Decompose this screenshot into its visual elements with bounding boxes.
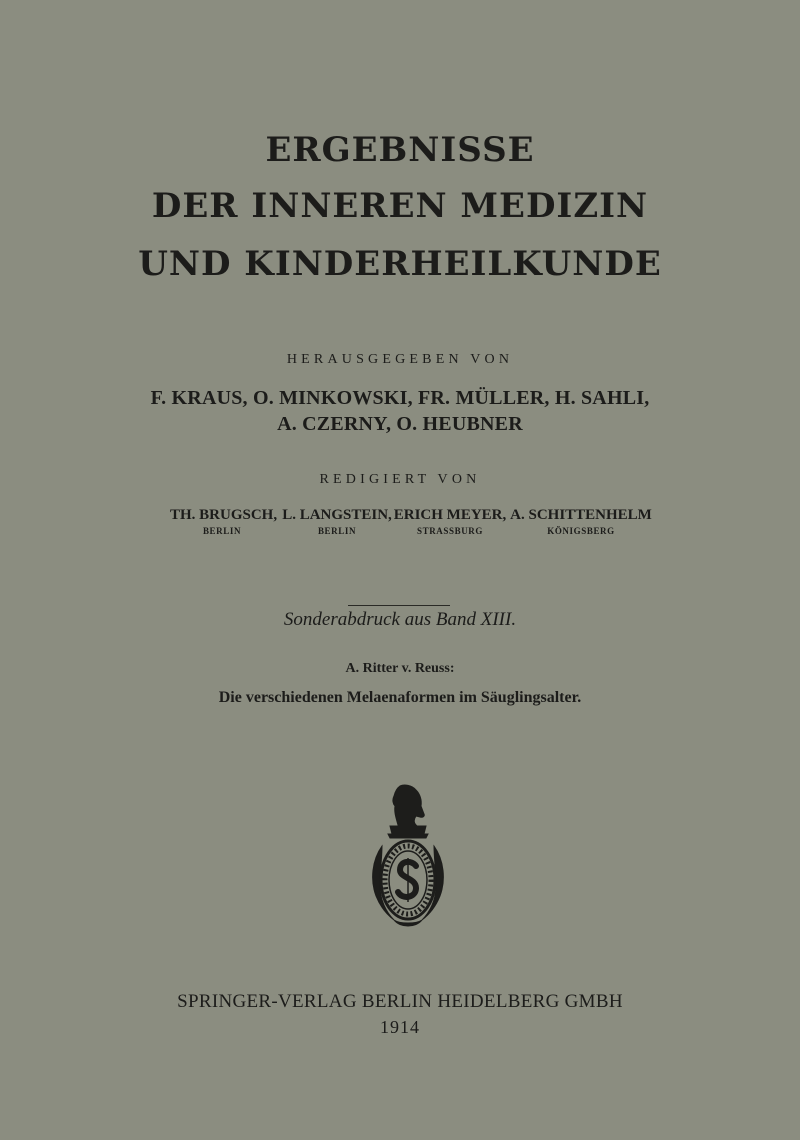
divider-rule [348, 605, 450, 606]
editors-heading: HERAUSGEGEBEN VON [286, 352, 514, 367]
editors-line-2: A. CZERNY, O. HEUBNER [277, 413, 523, 435]
title-line-3: UND KINDERHEILKUNDE [138, 244, 662, 284]
redactor-city: BERLIN [317, 526, 357, 536]
redactor-name: ERICH MEYER, [393, 507, 507, 523]
publication-year: 1914 [380, 1017, 420, 1037]
article-author: A. Ritter v. Reuss: [345, 661, 455, 676]
redactor-city: STRASSBURG [416, 526, 484, 536]
redactor-name: A. SCHITTENHELM [510, 507, 652, 523]
redactors-row [170, 506, 650, 542]
springer-horse-seal-icon [360, 782, 456, 932]
redactor-name: L. LANGSTEIN, [282, 507, 392, 523]
title-line-1: ERGEBNISSE [265, 130, 535, 170]
redactor-city: KÖNIGSBERG [547, 526, 615, 536]
redactor-name: TH. BRUGSCH, [170, 507, 278, 523]
redaction-heading: REDIGIERT VON [319, 472, 481, 487]
title-line-2: DER INNEREN MEDIZIN [151, 186, 649, 226]
redactor-meyer [392, 506, 508, 537]
redactor-schittenhelm [510, 506, 652, 537]
redactor-brugsch [170, 506, 278, 537]
editors-line-1: F. KRAUS, O. MINKOWSKI, FR. MÜLLER, H. SAHLI, [150, 387, 650, 409]
publisher-name: SPRINGER-VERLAG BERLIN HEIDELBERG GMBH [177, 991, 623, 1012]
offprint-note: Sonderabdruck aus Band XIII. [283, 609, 517, 630]
article-title: Die verschiedenen Melaenaformen im Säuglingsalter. [218, 689, 582, 706]
redactor-city: BERLIN [202, 526, 242, 536]
redactor-langstein [278, 506, 396, 537]
